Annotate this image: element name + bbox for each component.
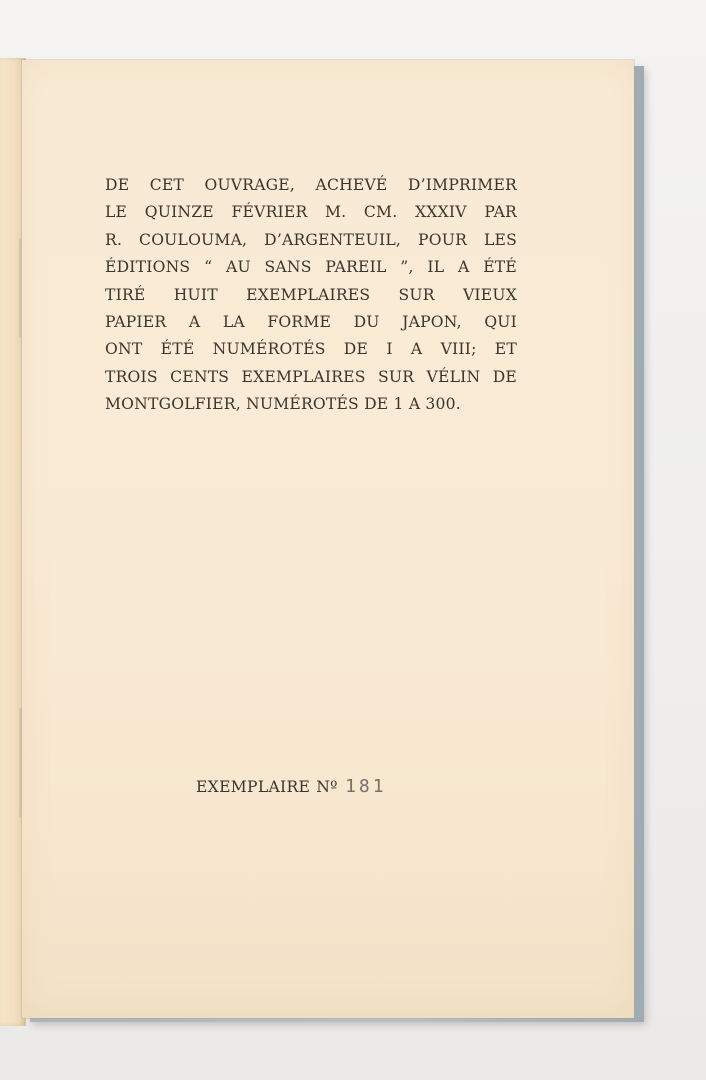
colophon-line: ONT ÉTÉ NUMÉROTÉS DE I A VIII; ET — [105, 340, 517, 359]
colophon-line: PAPIER A LA FORME DU JAPON, QUI — [105, 313, 517, 332]
colophon-line: DE CET OUVRAGE, ACHEVÉ D’IMPRIMER — [105, 176, 517, 194]
edition-number-stamp: 181 — [345, 776, 387, 797]
colophon-line: ÉDITIONS “ AU SANS PAREIL ”, IL A ÉTÉ — [105, 258, 517, 277]
edition-number-line — [196, 776, 436, 797]
number-sign: Nº — [316, 778, 338, 796]
colophon-line: LE QUINZE FÉVRIER M. CM. XXXIV PAR — [105, 203, 517, 222]
colophon-line: TIRÉ HUIT EXEMPLAIRES SUR VIEUX — [105, 285, 517, 304]
colophon-line: R. COULOUMA, D’ARGENTEUIL, POUR LES — [105, 230, 517, 249]
colophon-text — [105, 172, 517, 419]
colophon-line: TROIS CENTS EXEMPLAIRES SUR VÉLIN DE — [105, 367, 517, 386]
edition-label: EXEMPLAIRE — [196, 778, 311, 796]
colophon-line: MONTGOLFIER, NUMÉROTÉS DE 1 A 300. — [105, 395, 461, 414]
